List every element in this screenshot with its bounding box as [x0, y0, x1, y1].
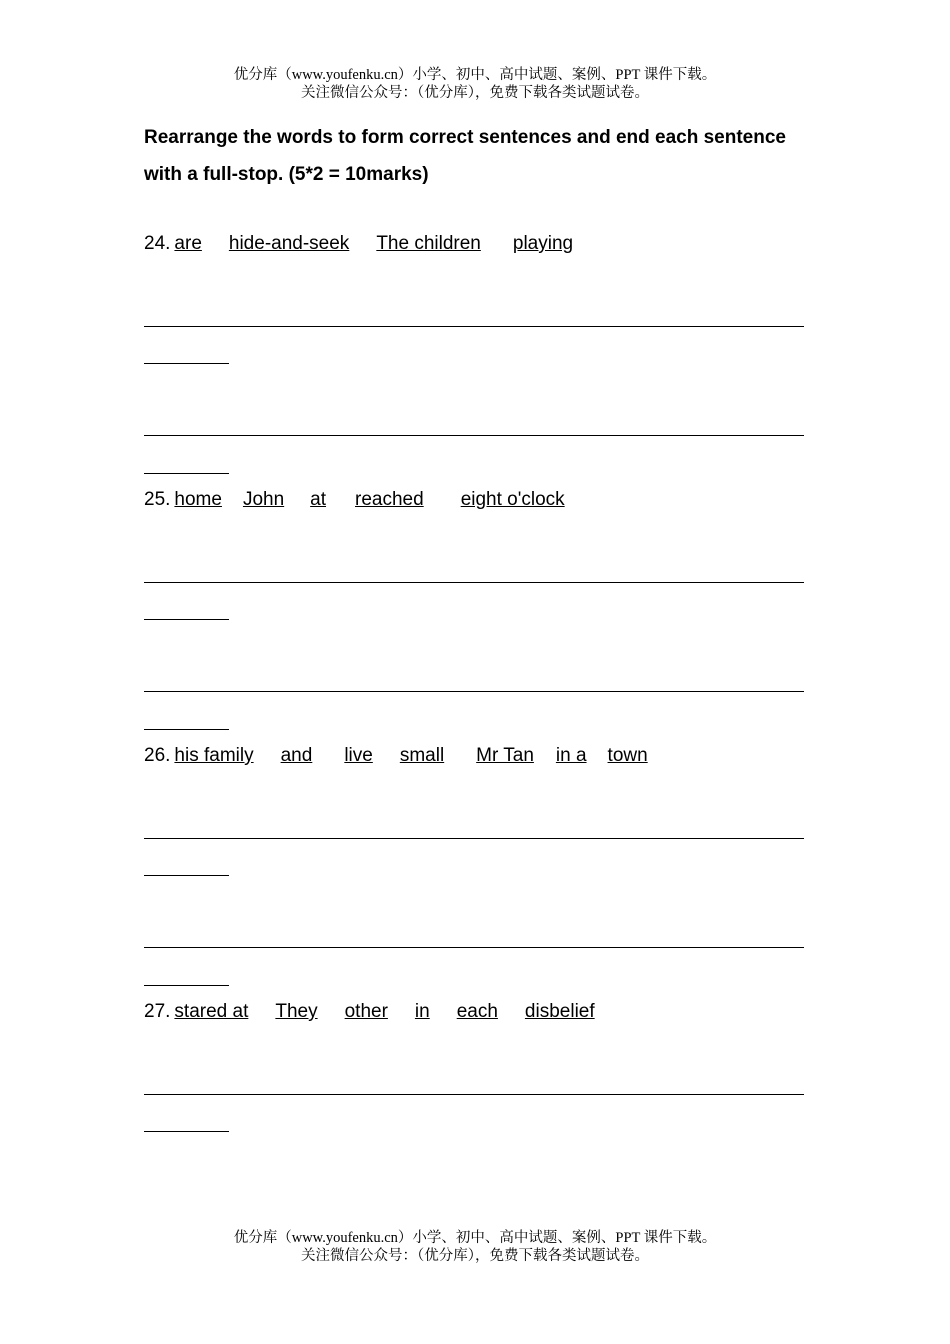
question-27: [144, 1000, 595, 1024]
word-tile: The children: [376, 233, 481, 254]
word-tile: his family: [174, 745, 254, 766]
answer-line[interactable]: [144, 838, 804, 839]
word-tile: hide-and-seek: [228, 233, 350, 254]
question-24: [144, 232, 573, 256]
answer-line-continuation[interactable]: [144, 985, 229, 986]
word-tile: stared at: [174, 1001, 249, 1022]
answer-line[interactable]: [144, 435, 804, 436]
question-number: 24.: [144, 233, 171, 254]
word-tile: home: [174, 489, 222, 510]
word-tile: John: [242, 489, 285, 510]
footer-line-2: 关注微信公众号：（优分库），免费下载各类试题试卷。: [301, 1248, 649, 1264]
answer-line[interactable]: [144, 326, 804, 327]
word-tile: each: [456, 1001, 498, 1022]
word-tile: town: [607, 745, 648, 766]
word-tile: They: [275, 1001, 318, 1022]
word-tile: other: [344, 1001, 388, 1022]
word-tile: disbelief: [524, 1001, 595, 1022]
word-tile: and: [280, 745, 313, 766]
instructions: Rearrange the words to form correct sentences and end each sentence with a full-stop. (5*2 = 10marks): [144, 127, 786, 185]
word-tile: playing: [512, 233, 574, 254]
word-tile: small: [399, 745, 445, 766]
footer-line-1: 优分库（www.youfenku.cn）小学、初中、高中试题、案例、PPT 课件下载。: [233, 1230, 717, 1246]
header-line-1: 优分库（www.youfenku.cn）小学、初中、高中试题、案例、PPT 课件下载。: [233, 67, 717, 83]
word-tile: at: [310, 489, 327, 510]
page-footer: [0, 1229, 950, 1265]
answer-line[interactable]: [144, 582, 804, 583]
word-tile: are: [174, 233, 202, 254]
question-25: [144, 488, 565, 512]
answer-line-continuation[interactable]: [144, 619, 229, 620]
word-tile: Mr Tan: [476, 745, 534, 766]
answer-line[interactable]: [144, 1094, 804, 1095]
answer-line-continuation[interactable]: [144, 473, 229, 474]
word-tile: eight o'clock: [460, 489, 565, 510]
question-number: 25.: [144, 489, 171, 510]
word-tile: in: [414, 1001, 430, 1022]
word-tile: in a: [555, 745, 587, 766]
answer-line-continuation[interactable]: [144, 875, 229, 876]
answer-line[interactable]: [144, 691, 804, 692]
page-header: [0, 66, 950, 102]
answer-line-continuation[interactable]: [144, 1131, 229, 1132]
word-tile: reached: [355, 489, 424, 510]
header-line-2: 关注微信公众号：（优分库），免费下载各类试题试卷。: [301, 85, 649, 101]
answer-line-continuation[interactable]: [144, 363, 229, 364]
question-26: [144, 744, 648, 768]
question-number: 26.: [144, 745, 171, 766]
answer-line-continuation[interactable]: [144, 729, 229, 730]
question-number: 27.: [144, 1001, 171, 1022]
answer-line[interactable]: [144, 947, 804, 948]
word-tile: live: [344, 745, 373, 766]
